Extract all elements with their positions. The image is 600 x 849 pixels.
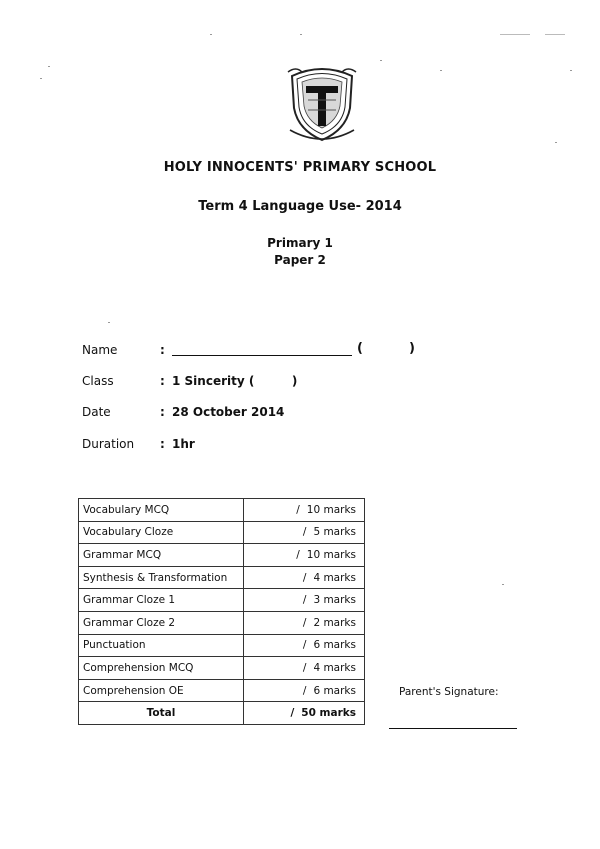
table-row (79, 679, 365, 702)
date-label: Date (82, 405, 111, 419)
table-row (79, 611, 365, 634)
name-colon: : (160, 343, 165, 357)
section-name: Comprehension OE (79, 679, 244, 702)
section-name: Vocabulary Cloze (79, 521, 244, 544)
duration-colon: : (160, 437, 165, 451)
marks-table (78, 498, 365, 725)
duration-value: 1hr (172, 437, 195, 451)
section-marks: / 5 marks (244, 521, 365, 544)
scan-speck (440, 70, 442, 71)
table-row (79, 657, 365, 680)
scan-speck (555, 142, 557, 143)
school-crest-icon (286, 64, 358, 144)
class-colon: : (160, 374, 165, 388)
exam-title: Term 4 Language Use- 2014 (198, 199, 402, 214)
duration-label: Duration (82, 437, 135, 451)
table-row (79, 566, 365, 589)
name-blank-line[interactable] (172, 355, 352, 356)
section-name: Grammar Cloze 2 (79, 611, 244, 634)
scan-speck (300, 34, 302, 35)
table-row (79, 634, 365, 657)
section-marks: / 6 marks (244, 634, 365, 657)
primary-level: Primary 1 (267, 236, 333, 250)
section-marks: / 4 marks (244, 566, 365, 589)
section-marks: / 4 marks (244, 657, 365, 680)
name-index-close-paren: ) (409, 341, 415, 356)
scan-speck (500, 34, 530, 35)
table-row (79, 499, 365, 522)
parent-signature-line[interactable] (389, 728, 517, 729)
section-name: Grammar MCQ (79, 544, 244, 567)
class-label: Class (82, 374, 114, 388)
table-row (79, 521, 365, 544)
date-colon: : (160, 405, 165, 419)
name-label: Name (82, 343, 118, 357)
section-name: Vocabulary MCQ (79, 499, 244, 522)
section-name: Punctuation (79, 634, 244, 657)
paper-number: Paper 2 (274, 253, 326, 267)
section-name: Grammar Cloze 1 (79, 589, 244, 612)
parent-signature-label: Parent's Signature: (399, 686, 499, 698)
scan-speck (108, 322, 110, 323)
scan-speck (502, 584, 504, 585)
total-row (79, 702, 365, 725)
scan-speck (545, 34, 565, 35)
total-marks: / 50 marks (244, 702, 365, 725)
section-marks: / 2 marks (244, 611, 365, 634)
school-name: HOLY INNOCENTS' PRIMARY SCHOOL (163, 160, 437, 175)
scan-speck (210, 34, 212, 35)
section-marks: / 10 marks (244, 499, 365, 522)
section-name: Synthesis & Transformation (79, 566, 244, 589)
scan-speck (380, 60, 382, 61)
section-name: Comprehension MCQ (79, 657, 244, 680)
table-row (79, 589, 365, 612)
table-row (79, 544, 365, 567)
class-value: 1 Sincerity ( ) (172, 374, 298, 388)
scan-speck (48, 66, 50, 67)
total-label: Total (79, 702, 244, 725)
section-marks: / 3 marks (244, 589, 365, 612)
section-marks: / 6 marks (244, 679, 365, 702)
date-value: 28 October 2014 (172, 405, 285, 419)
scan-speck (40, 78, 42, 79)
scan-speck (570, 70, 572, 71)
level-block (0, 235, 600, 269)
section-marks: / 10 marks (244, 544, 365, 567)
name-index-open-paren: ( (357, 341, 363, 356)
